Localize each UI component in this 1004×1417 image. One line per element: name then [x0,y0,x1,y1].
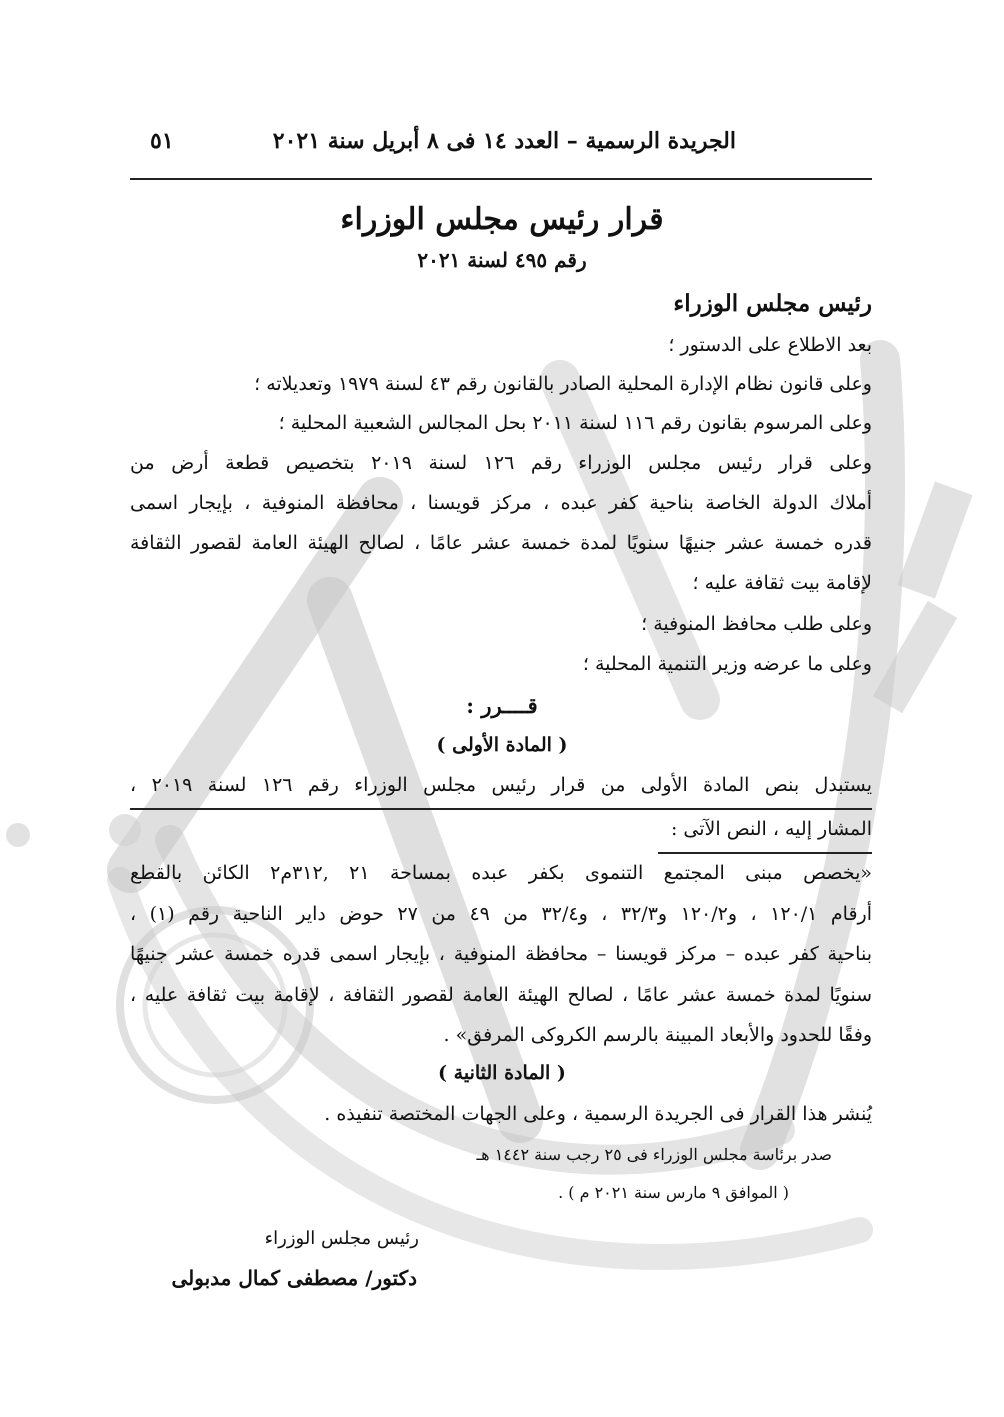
recital: وعلى قانون نظام الإدارة المحلية الصادر بالقانون رقم ٤٣ لسنة ١٩٧٩ وتعديلاته ؛ [254,373,872,395]
decided-heading: قــــرر : [466,693,538,718]
recital-continued: أملاك الدولة الخاصة بناحية كفر عبده ، مركز قويسنا ، محافظة المنوفية ، بإيجار اسمى [130,492,872,514]
underline-rule [658,852,872,854]
recital: وعلى ما عرضه وزير التنمية المحلية ؛ [582,653,872,675]
gazette-header: الجريدة الرسمية – العدد ١٤ فى ٨ أبريل سنة ٢٠٢١ [272,128,736,154]
recital: وعلى المرسوم بقانون رقم ١١٦ لسنة ٢٠١١ بحل المجالس الشعبية المحلية ؛ [278,412,872,434]
recital-continued: لإقامة بيت ثقافة عليه ؛ [692,572,872,594]
page-number: ٥١ [150,128,174,154]
signature-name: دكتور/ مصطفى كمال مدبولى [171,1266,417,1290]
article-1-text: أرقام ١٢٠/١ ، و١٢٠/٢ و٣٢/٣ ، و٣٢/٤ من ٤٩ من ٢٧ حوض داير الناحية رقم (١) ، [130,903,872,925]
article-1-text: بناحية كفر عبده – مركز قويسنا – محافظة المنوفية ، بإيجار اسمى قدره خمسة عشر جنيهًا [130,943,872,965]
recital: وعلى قرار رئيس مجلس الوزراء رقم ١٢٦ لسنة ٢٠١٩ بتخصيص قطعة أرض من [130,452,872,474]
recital: بعد الاطلاع على الدستور ؛ [668,334,872,356]
issued-date: صدر برئاسة مجلس الوزراء فى ٢٥ رجب سنة ١٤٤٢ هـ [476,1145,832,1164]
underline-rule [130,808,872,810]
signature-role: رئيس مجلس الوزراء [264,1228,419,1249]
article-1-heading: ( المادة الأولى ) [436,734,568,756]
article-1-text: يستبدل بنص المادة الأولى من قرار رئيس مجلس الوزراء رقم ١٢٦ لسنة ٢٠١٩ ، [130,774,873,796]
decree-number: رقم ٤٩٥ لسنة ٢٠٢١ [417,248,587,272]
article-2-text: يُنشر هذا القرار فى الجريدة الرسمية ، وعلى الجهات المختصة تنفيذه . [324,1103,872,1125]
recital: وعلى طلب محافظ المنوفية ؛ [641,613,872,635]
article-2-heading: ( المادة الثانية ) [438,1062,566,1084]
corresponding-date: ( الموافق ٩ مارس سنة ٢٠٢١ م ) . [558,1183,789,1202]
article-1-text: المشار إليه ، النص الآتى : [670,818,872,840]
article-1-text: «يخصص مبنى المجتمع التنموى بكفر عبده بمساحة ٢١ ,٣١٢م٢ الكائن بالقطع [130,862,872,884]
article-1-text: وفقًا للحدود والأبعاد المبينة بالرسم الكروكى المرفق» . [443,1024,872,1046]
header-divider [130,178,872,180]
article-1-text: سنويًا لمدة خمسة عشر عامًا ، لصالح الهيئة العامة لقصور الثقافة ، لإقامة بيت ثقافة عليه ، [130,984,872,1006]
recital-continued: قدره خمسة عشر جنيهًا سنويًا لمدة خمسة عشر عامًا ، لصالح الهيئة العامة لقصور الثقافة [130,532,872,554]
issuer-heading: رئيس مجلس الوزراء [673,290,872,317]
decree-title: قرار رئيس مجلس الوزراء [340,202,664,237]
